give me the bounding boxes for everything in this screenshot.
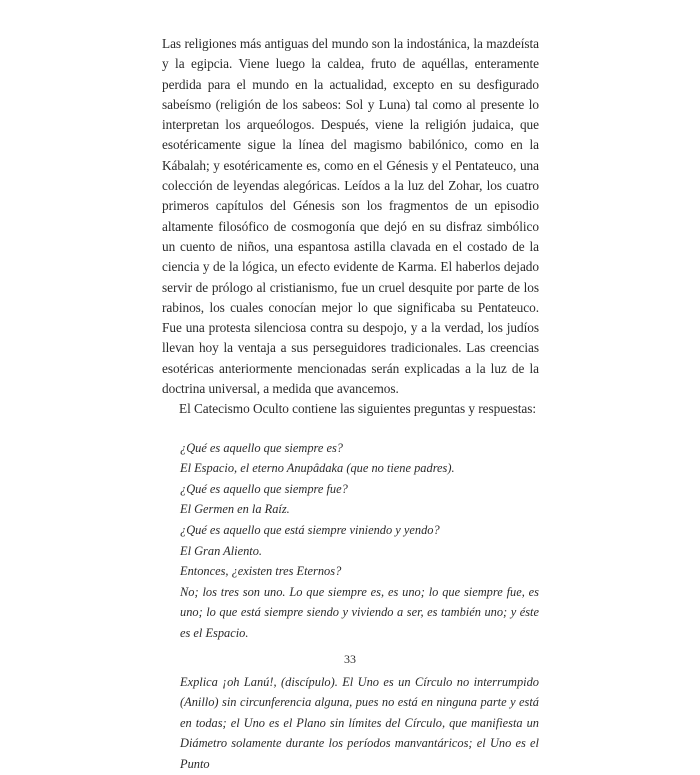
body-paragraph-religions: Las religiones más antiguas del mundo son la indostánica, la mazdeísta y la egipcia. Viene luego la caldea, fruto de aquéllas, enteramente perdida para el mundo en la actualidad, excepto en su desfigurado sabeísmo (religión de los sabeos: Sol y Luna) tal como al presente lo interpretan los arqueólogos. Después, viene la religión judaica, que esotéricamente sigue la línea del magismo babilónico, como en la Kábalah; y esotéricamente es, como en el Génesis y el Pentateuco, una colección de leyendas alegóricas. Leídos a la luz del Zohar, los cuatro primeros capítulos del Génesis son los fragmentos de un episodio altamente filosófico de cosmogonía que dejó en su disfraz simbólico un cuento de niños, una espantosa astilla clavada en el costado de la ciencia y de la lógica, un efecto evidente de Karma. El haberlos dejado servir de prólogo al cristianismo, fue un cruel desquite por parte de los rabinos, los cuales conocían mejor lo que significaba su Pentateuco. Fue una protesta silenciosa contra su despojo, y a la verdad, los judíos llevan hoy la ventaja a sus perseguidores tradicionales. Las creencias esotéricas anteriormente mencionadas serán explicadas a la luz de la doctrina universal, a medida que avancemos. [162,36,539,397]
catechism-question: ¿Qué es aquello que siempre es? [180,440,343,455]
catechism-question: Entonces, ¿existen tres Eternos? [180,564,342,579]
catechism-final-answer: No; los tres son uno. Lo que siempre es, es uno; lo que siempre fue, es uno; lo que está siempre siendo y viviendo a ser, es también uno; y éste es el Espacio. [180,584,539,640]
catechism-answer: El Espacio, el eterno Anupâdaka (que no tiene padres). [180,461,455,476]
page-number: 33 [344,652,356,666]
catechism-question: ¿Qué es aquello que está siempre viniendo y yendo? [180,523,440,538]
catechism-question: ¿Qué es aquello que siempre fue? [180,481,348,496]
explica-paragraph: Explica ¡oh Lanú!, (discípulo). El Uno es un Círculo no interrumpido (Anillo) sin circunferencia alguna, pues no está en ninguna parte y está en todas; el Uno es el Plano sin límites del Círculo, que manifiesta un Diámetro solamente durante los períodos manvantáricos; el Uno es el Punto [180,674,539,771]
catechism-answer: El Germen en la Raíz. [180,502,290,517]
catechism-qa-block [180,438,539,644]
body-paragraph-catechism-intro: El Catecismo Oculto contiene las siguientes preguntas y respuestas: [179,401,537,417]
catechism-answer: El Gran Aliento. [180,543,263,558]
